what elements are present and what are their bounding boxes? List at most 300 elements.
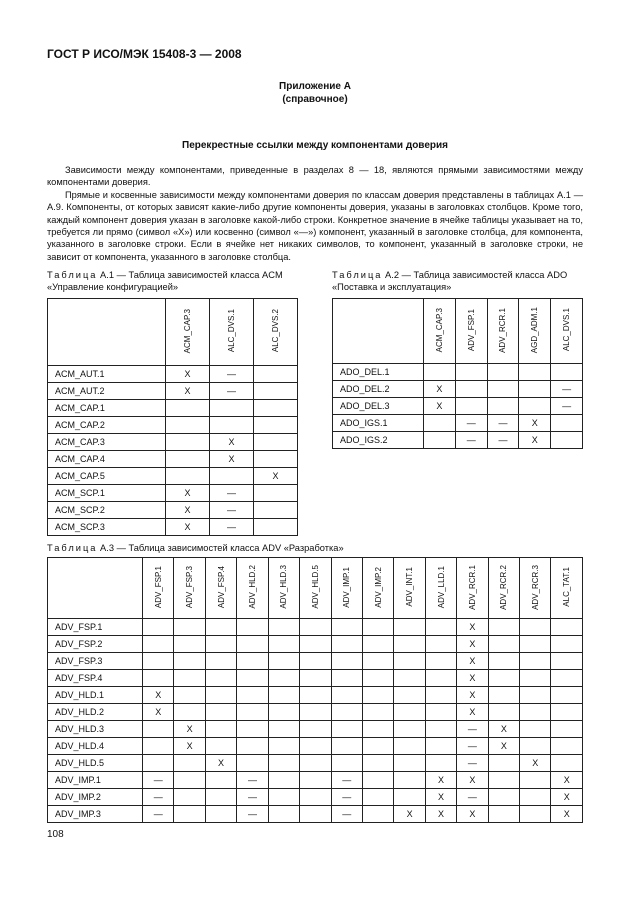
table-row <box>48 789 583 806</box>
table-cell <box>205 619 236 636</box>
table-cell <box>551 364 583 381</box>
table-cell <box>425 619 456 636</box>
table-cell <box>488 772 519 789</box>
table-cell: — <box>143 772 174 789</box>
table-cell <box>268 806 299 823</box>
table-row <box>48 755 583 772</box>
table-row <box>48 670 583 687</box>
table-cell <box>205 687 236 704</box>
table-cell <box>254 519 298 536</box>
row-label: ADV_HLD.1 <box>48 687 143 704</box>
table-cell: X <box>425 789 456 806</box>
table-cell <box>143 653 174 670</box>
table-a1-caption-word: Таблица <box>47 270 98 280</box>
table-row <box>48 519 298 536</box>
column-header <box>210 299 254 366</box>
table-cell <box>205 772 236 789</box>
table-cell <box>300 806 331 823</box>
column-header <box>268 558 299 619</box>
table-row <box>48 468 298 485</box>
table-row <box>48 417 298 434</box>
column-header <box>205 558 236 619</box>
table-cell <box>143 619 174 636</box>
table-cell: — <box>551 381 583 398</box>
table-cell <box>331 721 362 738</box>
column-header <box>254 299 298 366</box>
column-header-label: ADV_RCR.1 <box>498 307 508 353</box>
table-cell: X <box>519 432 551 449</box>
row-label: ACM_AUT.1 <box>48 366 166 383</box>
table-row <box>48 806 583 823</box>
page-number: 108 <box>47 829 64 840</box>
row-label: ADV_IMP.1 <box>48 772 143 789</box>
table-cell <box>488 789 519 806</box>
table-cell <box>166 400 210 417</box>
table-cell <box>394 772 425 789</box>
row-label: ADV_FSP.2 <box>48 636 143 653</box>
table-a2-caption-line2: «Поставка и эксплуатация» <box>332 282 452 292</box>
table-cell: — <box>210 383 254 400</box>
table-cell <box>394 619 425 636</box>
table-cell <box>205 721 236 738</box>
column-header-label: AGD_ADM.1 <box>530 306 540 354</box>
table-cell: X <box>457 687 488 704</box>
table-row <box>48 400 298 417</box>
table-a1-caption <box>47 269 283 293</box>
table-cell <box>254 502 298 519</box>
table-cell: X <box>457 670 488 687</box>
table-cell: — <box>210 502 254 519</box>
table-row <box>333 398 583 415</box>
table-a1-caption-line2: «Управление конфигурацией» <box>47 282 179 292</box>
table-cell: X <box>519 415 551 432</box>
table-cell <box>488 687 519 704</box>
table-cell <box>237 687 268 704</box>
table-cell <box>362 653 393 670</box>
row-label: ADV_FSP.3 <box>48 653 143 670</box>
table-cell <box>520 704 551 721</box>
row-label: ACM_CAP.3 <box>48 434 166 451</box>
table-cell <box>551 415 583 432</box>
table-cell <box>331 755 362 772</box>
column-header <box>174 558 205 619</box>
column-header <box>300 558 331 619</box>
column-header <box>457 558 488 619</box>
table-cell <box>300 772 331 789</box>
table-cell: — <box>455 432 487 449</box>
section-title: Перекрестные ссылки между компонентами доверия <box>182 140 448 151</box>
table-cell <box>551 653 583 670</box>
table-cell: X <box>210 451 254 468</box>
table-cell <box>174 806 205 823</box>
table-cell <box>205 704 236 721</box>
header-corner <box>333 299 424 364</box>
row-label: ACM_CAP.4 <box>48 451 166 468</box>
table-a2-caption <box>332 269 567 293</box>
table-cell <box>174 789 205 806</box>
table-cell <box>268 670 299 687</box>
table-cell: X <box>166 485 210 502</box>
table-cell <box>331 687 362 704</box>
table-cell <box>166 468 210 485</box>
table-cell: X <box>457 772 488 789</box>
table-cell <box>331 738 362 755</box>
table-a2-caption-line1: А.2 — Таблица зависимостей класса ADO <box>385 270 568 280</box>
table-cell <box>237 670 268 687</box>
table-row <box>333 415 583 432</box>
table-cell <box>520 687 551 704</box>
table-cell <box>394 636 425 653</box>
row-label: ADO_IGS.2 <box>333 432 424 449</box>
column-header-label: ADV_FSP.4 <box>216 565 226 609</box>
table-cell <box>394 755 425 772</box>
column-header-label: ACM_CAP.3 <box>183 308 192 354</box>
table-cell: — <box>143 789 174 806</box>
table-cell <box>520 738 551 755</box>
table-cell <box>268 704 299 721</box>
table-cell <box>237 636 268 653</box>
table-cell <box>394 704 425 721</box>
table-cell <box>362 721 393 738</box>
column-header-label: ALC_TAT.1 <box>562 567 572 607</box>
table-cell <box>237 653 268 670</box>
table-cell <box>237 755 268 772</box>
table-cell <box>488 653 519 670</box>
table-cell <box>488 755 519 772</box>
table-cell: X <box>210 434 254 451</box>
column-header <box>166 299 210 366</box>
table-cell <box>166 434 210 451</box>
table-cell <box>519 381 551 398</box>
column-header-label: ADV_RCR.2 <box>499 564 509 610</box>
table-cell: — <box>455 415 487 432</box>
column-header-label: ADV_FSP.1 <box>466 308 476 352</box>
table-cell <box>455 364 487 381</box>
table-cell <box>254 451 298 468</box>
table-cell <box>268 755 299 772</box>
row-label: ADO_IGS.1 <box>333 415 424 432</box>
table-cell <box>174 636 205 653</box>
row-label: ADV_HLD.4 <box>48 738 143 755</box>
table-cell <box>551 721 583 738</box>
table-cell <box>237 738 268 755</box>
table-cell <box>487 398 519 415</box>
table-cell <box>210 400 254 417</box>
table-cell <box>143 738 174 755</box>
table-cell <box>424 432 456 449</box>
row-label: ADV_IMP.3 <box>48 806 143 823</box>
table-cell <box>174 772 205 789</box>
table-cell <box>205 806 236 823</box>
table-cell <box>268 687 299 704</box>
table-row <box>48 738 583 755</box>
column-header-label: ADV_INT.1 <box>405 567 415 607</box>
row-label: ADO_DEL.3 <box>333 398 424 415</box>
table-cell <box>519 364 551 381</box>
table-cell <box>551 636 583 653</box>
column-header <box>425 558 456 619</box>
table-cell: X <box>457 806 488 823</box>
row-label: ACM_SCP.2 <box>48 502 166 519</box>
table-cell <box>394 653 425 670</box>
table-cell <box>268 653 299 670</box>
column-header <box>143 558 174 619</box>
table-cell <box>362 738 393 755</box>
table-cell <box>143 670 174 687</box>
column-header-label: ACM_CAP.3 <box>434 307 444 353</box>
table-cell <box>520 636 551 653</box>
table-a3 <box>47 557 583 823</box>
table-cell <box>551 755 583 772</box>
table-a2-caption-word: Таблица <box>332 270 383 280</box>
column-header <box>424 299 456 364</box>
table-cell <box>205 738 236 755</box>
table-cell <box>362 704 393 721</box>
table-cell: X <box>457 619 488 636</box>
column-header-label: ADV_FSP.3 <box>185 565 195 609</box>
table-cell <box>210 468 254 485</box>
row-label: ADV_IMP.2 <box>48 789 143 806</box>
table-cell: X <box>166 366 210 383</box>
table-cell <box>254 366 298 383</box>
table-cell <box>488 806 519 823</box>
table-a3-caption-word: Таблица <box>47 543 98 553</box>
table-cell <box>331 653 362 670</box>
table-cell <box>424 415 456 432</box>
table-a3-caption-line1: А.3 — Таблица зависимостей класса ADV «Разработка» <box>100 543 344 553</box>
table-cell <box>300 687 331 704</box>
document-header: ГОСТ Р ИСО/МЭК 15408-3 — 2008 <box>47 47 242 61</box>
table-cell <box>300 738 331 755</box>
table-cell: — <box>457 738 488 755</box>
column-header <box>519 299 551 364</box>
table-cell: X <box>551 772 583 789</box>
table-cell <box>300 670 331 687</box>
table-row <box>48 772 583 789</box>
table-cell <box>394 738 425 755</box>
table-cell <box>488 619 519 636</box>
table-cell <box>551 670 583 687</box>
column-header-label: ADV_RCR.1 <box>467 564 477 610</box>
table-cell <box>520 789 551 806</box>
table-cell: — <box>487 432 519 449</box>
column-header <box>551 558 583 619</box>
table-cell <box>487 381 519 398</box>
table-cell <box>362 755 393 772</box>
table-cell <box>166 451 210 468</box>
column-header <box>237 558 268 619</box>
table-cell: X <box>394 806 425 823</box>
column-header-label: ALC_DVS.2 <box>271 309 280 353</box>
table-cell <box>425 721 456 738</box>
table-cell <box>268 619 299 636</box>
table-cell <box>300 721 331 738</box>
table-cell: X <box>143 704 174 721</box>
table-cell <box>425 670 456 687</box>
table-row <box>333 432 583 449</box>
table-cell <box>362 687 393 704</box>
row-label: ACM_CAP.1 <box>48 400 166 417</box>
table-cell: — <box>457 789 488 806</box>
row-label: ADO_DEL.1 <box>333 364 424 381</box>
table-cell: X <box>166 383 210 400</box>
table-row <box>48 619 583 636</box>
table-cell: — <box>457 721 488 738</box>
table-cell <box>551 619 583 636</box>
row-label: ADV_HLD.3 <box>48 721 143 738</box>
table-cell <box>331 670 362 687</box>
table-cell: — <box>237 772 268 789</box>
table-cell <box>300 789 331 806</box>
table-row <box>48 434 298 451</box>
column-header <box>488 558 519 619</box>
column-header <box>394 558 425 619</box>
table-cell <box>394 687 425 704</box>
table-cell <box>455 381 487 398</box>
table-a1-caption-line1: А.1 — Таблица зависимостей класса ACM <box>100 270 283 280</box>
table-cell <box>425 755 456 772</box>
table-cell <box>205 653 236 670</box>
table-cell: X <box>457 704 488 721</box>
table-cell <box>424 364 456 381</box>
table-cell <box>520 721 551 738</box>
table-cell <box>551 687 583 704</box>
table-row <box>48 687 583 704</box>
table-cell <box>300 636 331 653</box>
table-cell: X <box>425 772 456 789</box>
table-cell: — <box>457 755 488 772</box>
table-cell <box>362 636 393 653</box>
table-row <box>48 636 583 653</box>
table-cell <box>300 704 331 721</box>
table-row <box>48 485 298 502</box>
table-cell <box>300 755 331 772</box>
column-header-label: ADV_HLD.2 <box>247 565 257 609</box>
paragraph-1: Зависимости между компонентами, приведенные в разделах 8 — 18, являются прямыми зависимостями между компонентами доверия. <box>47 165 583 188</box>
table-cell: X <box>425 806 456 823</box>
table-cell <box>254 417 298 434</box>
table-cell <box>425 636 456 653</box>
table-cell: X <box>457 636 488 653</box>
column-header <box>362 558 393 619</box>
table-cell <box>331 704 362 721</box>
table-cell: — <box>331 806 362 823</box>
table-cell <box>268 636 299 653</box>
table-cell <box>331 619 362 636</box>
table-cell: — <box>487 415 519 432</box>
table-row <box>48 502 298 519</box>
table-cell: — <box>331 772 362 789</box>
table-cell: X <box>166 502 210 519</box>
table-cell <box>520 619 551 636</box>
table-cell <box>143 636 174 653</box>
table-cell <box>174 619 205 636</box>
row-label: ADV_HLD.2 <box>48 704 143 721</box>
table-cell <box>300 619 331 636</box>
table-a3-caption <box>47 542 344 554</box>
table-cell: — <box>143 806 174 823</box>
row-label: ACM_CAP.2 <box>48 417 166 434</box>
table-cell <box>237 619 268 636</box>
row-label: ADV_HLD.5 <box>48 755 143 772</box>
table-cell <box>488 636 519 653</box>
table-cell <box>268 789 299 806</box>
table-cell: — <box>210 485 254 502</box>
column-header-label: ADV_FSP.1 <box>153 565 163 609</box>
table-cell <box>254 400 298 417</box>
table-cell: X <box>488 738 519 755</box>
column-header-label: ADV_HLD.5 <box>310 565 320 609</box>
table-cell <box>143 755 174 772</box>
row-label: ACM_SCP.1 <box>48 485 166 502</box>
table-cell: — <box>210 519 254 536</box>
row-label: ACM_CAP.5 <box>48 468 166 485</box>
table-cell <box>254 434 298 451</box>
table-cell: X <box>174 738 205 755</box>
table-cell: — <box>237 806 268 823</box>
row-label: ADO_DEL.2 <box>333 381 424 398</box>
table-cell <box>254 383 298 400</box>
table-cell <box>268 721 299 738</box>
table-row <box>48 704 583 721</box>
table-cell <box>551 704 583 721</box>
table-row <box>333 364 583 381</box>
table-cell <box>174 687 205 704</box>
row-label: ADV_FSP.4 <box>48 670 143 687</box>
appendix-subtitle: (справочное) <box>282 94 348 105</box>
table-cell: X <box>551 806 583 823</box>
table-cell <box>331 636 362 653</box>
table-cell <box>425 687 456 704</box>
header-corner <box>48 299 166 366</box>
table-cell <box>394 721 425 738</box>
table-cell <box>268 772 299 789</box>
table-cell: X <box>488 721 519 738</box>
row-label: ADV_FSP.1 <box>48 619 143 636</box>
row-label: ACM_AUT.2 <box>48 383 166 400</box>
table-cell <box>268 738 299 755</box>
column-header-label: ALC_DVS.1 <box>227 309 236 353</box>
intro-text <box>47 164 583 263</box>
table-cell <box>551 432 583 449</box>
table-row <box>48 451 298 468</box>
table-cell: X <box>174 721 205 738</box>
row-label: ACM_SCP.3 <box>48 519 166 536</box>
table-cell: — <box>210 366 254 383</box>
table-row <box>48 366 298 383</box>
paragraph-2: Прямые и косвенные зависимости между компонентами доверия по классам доверия представлены в таблицах А.1 — А.9. Компоненты, от которых зависят какие-либо другие компоненты доверия, указаны в заголовках столбцов. Кроме того, каждый компонент доверия указан в заголовке какой-либо строки. Конкретное значение в ячейке таблицы указывает на то, требуется ли прямо (символ «X») или косвенно (символ «—») компонент, указанный в заголовке столбца, для компонента, указанного в заголовке строки. Если в ячейке нет никаких символов, то компонент, указанный в заголовке строки, не зависит от компонента, указанного в заголовке столбца. <box>47 189 583 262</box>
table-cell <box>174 755 205 772</box>
table-cell: X <box>143 687 174 704</box>
table-cell <box>487 364 519 381</box>
column-header-label: ALC_DVS.1 <box>562 308 572 352</box>
table-cell <box>455 398 487 415</box>
table-row <box>48 383 298 400</box>
column-header-label: ADV_LLD.1 <box>436 565 446 609</box>
table-cell <box>425 653 456 670</box>
table-cell <box>362 619 393 636</box>
table-cell <box>394 670 425 687</box>
appendix-title: Приложение А <box>279 81 351 92</box>
table-cell <box>520 806 551 823</box>
table-cell <box>174 670 205 687</box>
table-cell: X <box>457 653 488 670</box>
table-cell <box>362 806 393 823</box>
table-a1 <box>47 298 298 536</box>
table-cell <box>210 417 254 434</box>
column-header <box>520 558 551 619</box>
table-cell <box>254 485 298 502</box>
